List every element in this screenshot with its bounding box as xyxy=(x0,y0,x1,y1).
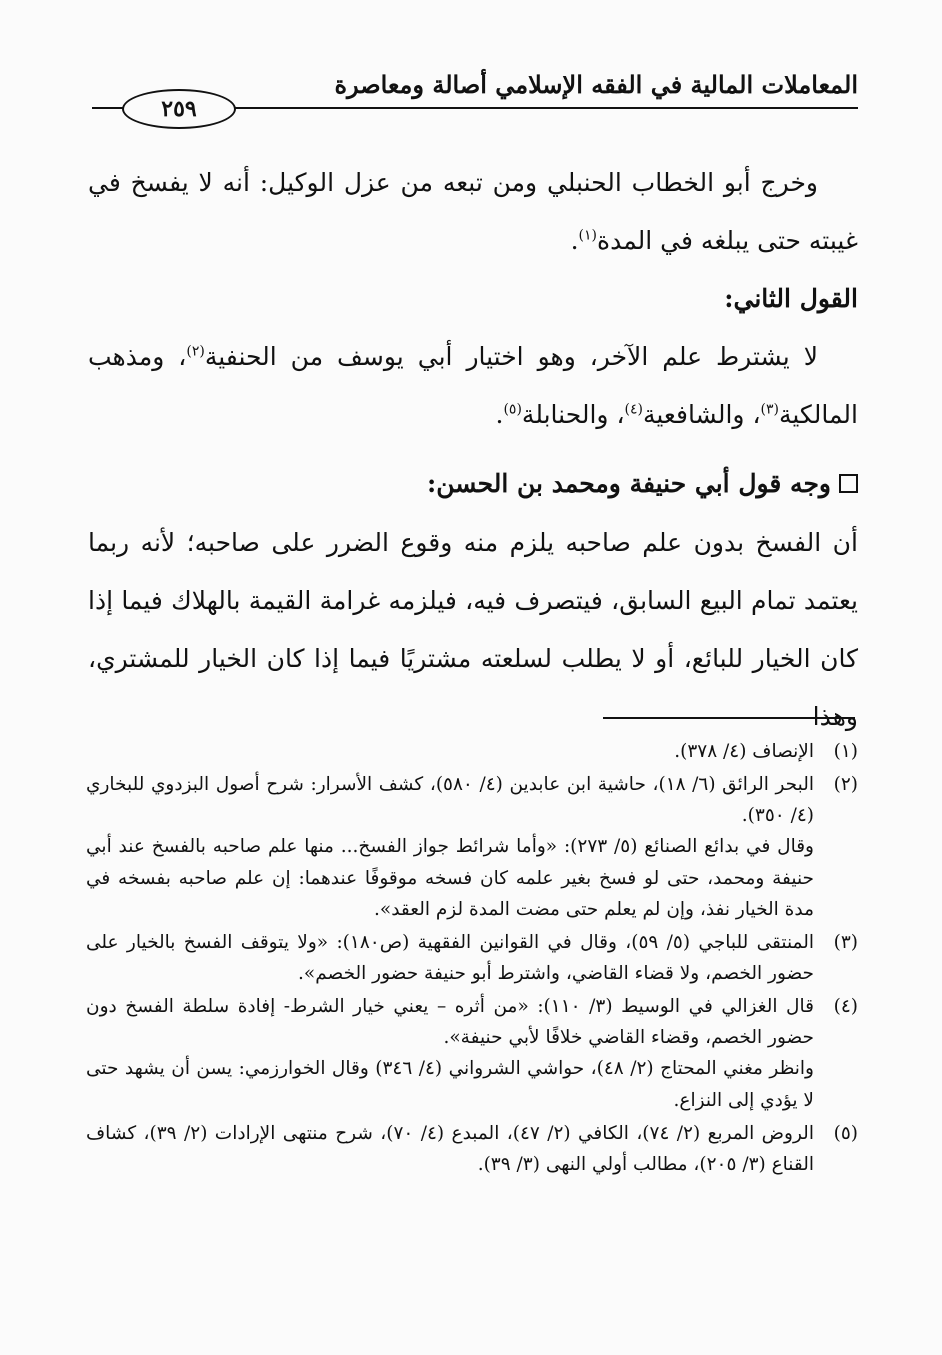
footnote-number: (٥) xyxy=(833,1122,858,1144)
footnote-ref-4[interactable]: (٤) xyxy=(624,401,643,418)
footnote-text: الإنصاف (٤/ ٣٧٨). xyxy=(674,741,814,762)
checkbox-square-icon xyxy=(839,474,858,493)
section-heading xyxy=(88,454,858,514)
footnotes xyxy=(86,736,858,1182)
footnote-number: (١) xyxy=(833,741,858,762)
footnote-number: (٣) xyxy=(833,931,858,953)
footnote-number: (٢) xyxy=(833,773,858,795)
footnote-number: (٤) xyxy=(833,995,858,1017)
paragraph-2-text-b: ، ومذهب المالكية xyxy=(88,342,858,429)
footnote-item xyxy=(86,1118,858,1181)
footnote-text: المنتقى للباجي (٥/ ٥٩)، وقال في القوانين الفقهية (ص١٨٠): «ولا يتوقف الفسخ بالخيار على حضور الخصم، ولا قضاء القاضي، واشترط أبو حنيفة حضور الخصم». xyxy=(86,931,815,985)
paragraph-2-text-e: . xyxy=(495,400,504,429)
footnote-ref-2[interactable]: (٢) xyxy=(186,343,205,360)
main-text xyxy=(88,154,858,746)
section-heading-text: وجه قول أبي حنيفة ومحمد بن الحسن: xyxy=(427,469,831,498)
paragraph-1-end: . xyxy=(570,226,579,255)
footnote-text: قال الغزالي في الوسيط (٣/ ١١٠): «من أثره – يعني خيار الشرط- إفادة سلطة الفسخ دون حضور الخصم، وقضاء القاضي خلافًا لأبي حنيفة». xyxy=(86,995,814,1049)
paragraph-2 xyxy=(88,328,858,444)
paragraph-1 xyxy=(88,154,858,270)
second-opinion-heading: القول الثاني: xyxy=(724,284,858,313)
footnote-text: الروض المربع (٢/ ٧٤)، الكافي (٢/ ٤٧)، المبدع (٤/ ٧٠)، شرح منتهى الإرادات (٢/ ٣٩)، كشاف القناع (٣/ ٢٠٥)، مطالب أولي النهى (٣/ ٣٩). xyxy=(86,1122,814,1175)
paragraph-2-text-a: لا يشترط علم الآخر، وهو اختيار أبي يوسف من الحنفية xyxy=(204,342,818,371)
footnote-item xyxy=(86,991,858,1116)
paragraph-3: أن الفسخ بدون علم صاحبه يلزم منه وقوع الضرر على صاحبه؛ لأنه ربما يعتمد تمام البيع السابق، فيتصرف فيه، فيلزمه غرامة القيمة بالهلاك فيما إذا كان الخيار للبائع، أو لا يطلب لسلعته مشتريًا فيما إذا كان الخيار للمشتري، وهذا xyxy=(88,528,858,731)
footnote-item xyxy=(86,769,858,925)
footnote-text: وانظر مغني المحتاج (٢/ ٤٨)، حواشي الشرواني (٤/ ٣٤٦) وقال الخوارزمي: يسن أن يشهد حتى لا يؤدي إلى النزاع. xyxy=(86,1058,814,1111)
footnote-divider xyxy=(603,717,855,719)
running-header-title: المعاملات المالية في الفقه الإسلامي أصالة ومعاصرة xyxy=(334,70,858,99)
footnote-ref-1[interactable]: (١) xyxy=(578,227,597,244)
paragraph-1-text: وخرج أبو الخطاب الحنبلي ومن تبعه من عزل الوكيل: أنه لا يفسخ في غيبته حتى يبلغه في المدة xyxy=(88,168,858,255)
paragraph-2-text-c: ، والشافعية xyxy=(642,400,761,429)
paragraph-2-text-d: ، والحنابلة xyxy=(521,400,625,429)
footnote-ref-3[interactable]: (٣) xyxy=(760,401,779,418)
page-number: ٢٥٩ xyxy=(122,89,236,129)
footnote-ref-5[interactable]: (٥) xyxy=(503,401,522,418)
footnote-item xyxy=(86,927,858,990)
footnote-text: البحر الرائق (٦/ ١٨)، حاشية ابن عابدين (٤/ ٥٨٠)، كشف الأسرار: شرح أصول البزدوي للبخاري (٤/ ٣٥٠). xyxy=(86,773,814,827)
footnote-text: وقال في بدائع الصنائع (٥/ ٢٧٣): «وأما شرائط جواز الفسخ... منها علم صاحبه بالفسخ عند أبي حنيفة ومحمد، حتى لو فسخ بغير علمه كان فسخه موقوفًا عندهما: إن علم صاحبه بفسخه في مدة الخيار نفذ، وإن لم يعلم حتى مضت المدة لزم العقد». xyxy=(86,836,814,920)
footnote-item xyxy=(86,736,858,767)
